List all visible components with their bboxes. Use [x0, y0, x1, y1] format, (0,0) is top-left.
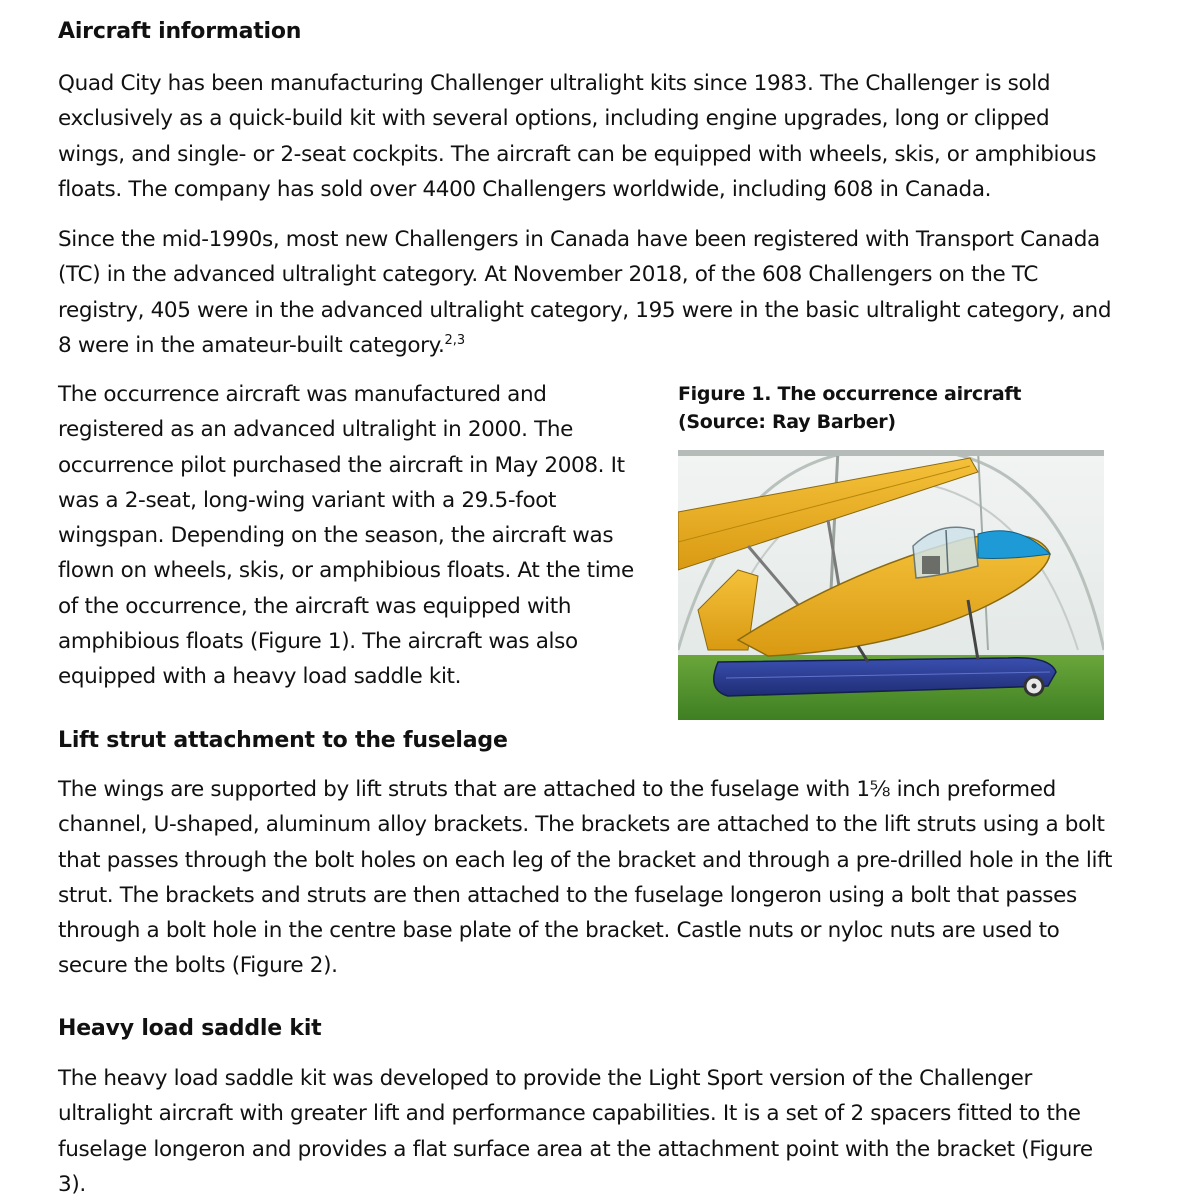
paragraph-manufacturer: Quad City has been manufacturing Challenger ultralight kits since 1983. The Challenger is sold exclusively as a quick-build kit with several options, including engine upgrades, long or clipped wings, and single- or 2-seat cockpits. The aircraft can be equipped with wheels, skis, or amphibious floats. The company has sold over 4400 Challengers worldwide, including 608 in Canada. — [58, 71, 1097, 202]
paragraph-registration-text: Since the mid-1990s, most new Challengers in Canada have been registered with Transport Canada (TC) in the advanced ultralight category. At November 2018, of the 608 Challengers on the TC registry, 405 were in the advanced ultralight category, 195 were in the basic ultralight category, and 8 were in the amateur-built category. — [58, 227, 1112, 358]
section-heading-aircraft-information: Aircraft information — [58, 19, 302, 44]
footnote-reference[interactable]: 2,3 — [444, 332, 466, 348]
paragraph-registration — [58, 222, 1118, 363]
section-heading-saddle-kit: Heavy load saddle kit — [58, 1016, 322, 1041]
figure-1 — [678, 380, 1104, 720]
section-heading-lift-strut: Lift strut attachment to the fuselage — [58, 728, 508, 753]
paragraph-occurrence-aircraft: The occurrence aircraft was manufactured and registered as an advanced ultralight in 2000. The occurrence pilot purchased the aircraft in May 2008. It was a 2-seat, long-wing variant with a 29.5-foot wingspan. Depending on the season, the aircraft was flown on wheels, skis, or amphibious floats. At the time of the occurrence, the aircraft was equipped with amphibious floats (Figure 1). The aircraft was also equipped with a heavy load saddle kit. — [58, 382, 634, 690]
paragraph-lift-strut: The wings are supported by lift struts that are attached to the fuselage with 1⅝ inch preformed channel, U-shaped, aluminum alloy brackets. The brackets are attached to the lift struts using a bolt that passes through the bolt holes on each leg of the bracket and through a pre-drilled hole in the lift strut. The brackets and struts are then attached to the fuselage longeron using a bolt that passes through a bolt hole in the centre base plate of the bracket. Castle nuts or nyloc nuts are used to secure the bolts (Figure 2). — [58, 777, 1113, 979]
figure-caption: Figure 1. The occurrence aircraft (Source: Ray Barber) — [678, 383, 1022, 433]
aircraft-photo — [678, 450, 1104, 720]
paragraph-saddle-kit: The heavy load saddle kit was developed to provide the Light Sport version of the Challenger ultralight aircraft with greater lift and performance capabilities. It is a set of 2 spacers fitted to the fuselage longeron and provides a flat surface area at the attachment point with the bracket (Figure 3). — [58, 1066, 1093, 1197]
